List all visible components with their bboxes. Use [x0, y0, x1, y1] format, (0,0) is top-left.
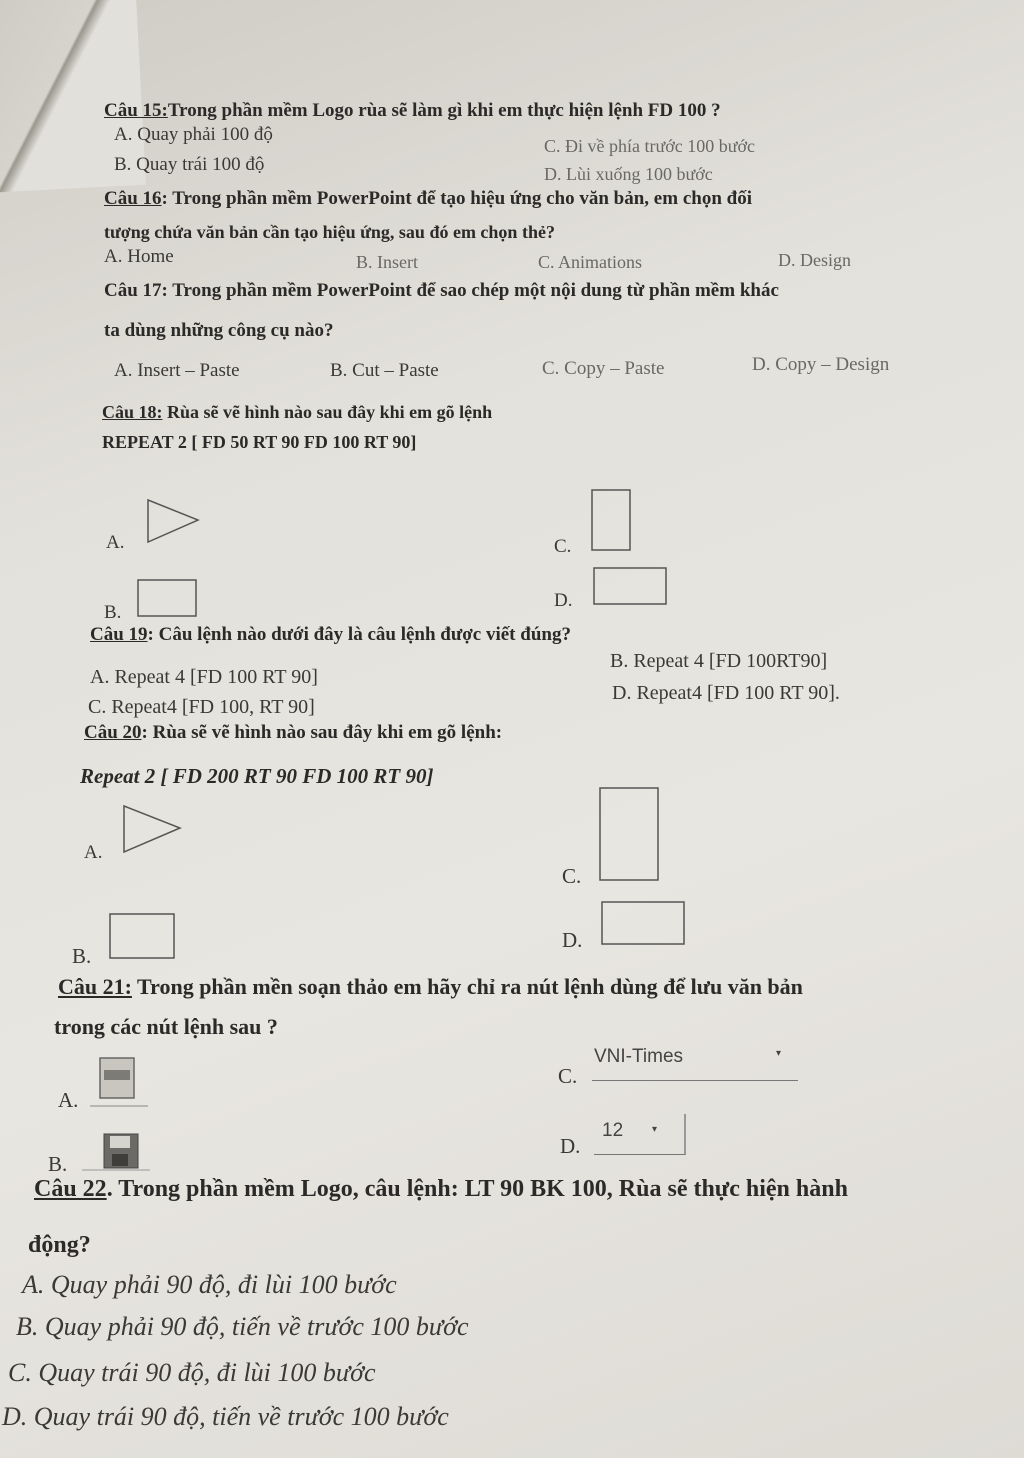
- q16-number: Câu 16: [104, 188, 162, 209]
- q17-number: Câu 17: [104, 280, 162, 301]
- q17-option-a: A. Insert – Paste: [114, 360, 240, 381]
- print-preview-icon: [90, 1052, 148, 1110]
- q20-square-shape: [108, 912, 178, 962]
- q22-option-d: D. Quay trái 90 độ, tiến về trước 100 bước: [2, 1402, 449, 1431]
- q21-label-a: A.: [58, 1088, 79, 1112]
- q21-stem-line2: trong các nút lệnh sau ?: [54, 1014, 278, 1039]
- q20-label-d: D.: [562, 928, 583, 952]
- q20-stem-line1: [84, 722, 502, 744]
- q15-stem: [104, 100, 721, 122]
- q19-text: : Câu lệnh nào dưới đây là câu lệnh được viết đúng?: [147, 624, 571, 645]
- q18-triangle-shape: [146, 498, 202, 546]
- q20-triangle-shape: [122, 804, 184, 856]
- font-name-value: VNI-Times: [594, 1046, 684, 1067]
- q17-text-line1: : Trong phần mềm PowerPoint để sao chép một nội dung từ phần mềm khác: [161, 280, 779, 301]
- q21-label-b: B.: [48, 1152, 68, 1176]
- font-size-value: 12: [602, 1120, 624, 1141]
- q16-option-d: D. Design: [778, 250, 851, 270]
- q17-option-d: D. Copy – Design: [752, 354, 890, 375]
- q19-option-a: A. Repeat 4 [FD 100 RT 90]: [90, 666, 318, 688]
- q18-number: Câu 18:: [102, 402, 163, 422]
- font-size-dropdown: [594, 1114, 686, 1155]
- q15-option-c: C. Đi về phía trước 100 bước: [544, 136, 756, 156]
- q18-text-line1: Rùa sẽ vẽ hình nào sau đây khi em gõ lệnh: [162, 402, 493, 422]
- q18-square-shape: [136, 578, 200, 620]
- q18-label-a: A.: [106, 532, 125, 553]
- q21-number: Câu 21:: [58, 974, 132, 999]
- q19-option-d: D. Repeat4 [FD 100 RT 90].: [612, 682, 840, 704]
- q18-label-c: C.: [554, 536, 572, 557]
- q16-option-c: C. Animations: [538, 252, 643, 272]
- q22-option-c: C. Quay trái 90 độ, đi lùi 100 bước: [8, 1358, 376, 1387]
- save-icon: [82, 1130, 150, 1174]
- chevron-down-icon: ▾: [776, 1048, 782, 1059]
- q18-label-b: B.: [104, 602, 122, 623]
- q15-number: Câu 15:: [104, 100, 168, 121]
- q17-stem-line1: [104, 280, 779, 302]
- q19-stem: [90, 624, 571, 646]
- chevron-down-icon: ▾: [652, 1124, 658, 1135]
- q21-label-d: D.: [560, 1134, 581, 1158]
- q19-number: Câu 19: [90, 624, 148, 645]
- q20-label-c: C.: [562, 864, 582, 888]
- q17-option-c: C. Copy – Paste: [542, 358, 665, 379]
- q15-text: Trong phần mềm Logo rùa sẽ làm gì khi em thực hiện lệnh FD 100 ?: [167, 100, 721, 121]
- q21-text-line1: Trong phần mền soạn thảo em hãy chỉ ra nút lệnh dùng để lưu văn bản: [131, 974, 803, 999]
- q20-label-b: B.: [72, 944, 92, 968]
- q20-stem-line2: Repeat 2 [ FD 200 RT 90 FD 100 RT 90]: [80, 764, 434, 788]
- q22-stem-line2: động?: [28, 1232, 91, 1258]
- q22-number: Câu 22: [34, 1176, 107, 1202]
- q18-stem-line1: [102, 402, 492, 423]
- q20-text-line1: : Rùa sẽ vẽ hình nào sau đây khi em gõ lệnh:: [141, 722, 503, 743]
- q16-option-b: B. Insert: [356, 252, 418, 272]
- q22-option-a: A. Quay phải 90 độ, đi lùi 100 bước: [22, 1270, 397, 1299]
- q18-wide-rectangle-shape: [592, 566, 668, 608]
- q16-text-line1: : Trong phần mềm PowerPoint để tạo hiệu ứng cho văn bản, em chọn đối: [161, 188, 752, 209]
- q16-stem-line2: tượng chứa văn bản cần tạo hiệu ứng, sau đó em chọn thẻ?: [104, 222, 555, 242]
- q18-tall-rectangle-shape: [590, 488, 634, 554]
- font-name-dropdown: [592, 1038, 798, 1081]
- q16-stem-line1: [104, 188, 752, 210]
- q20-number: Câu 20: [84, 722, 142, 743]
- q20-label-a: A.: [84, 842, 103, 863]
- q22-option-b: B. Quay phải 90 độ, tiến về trước 100 bước: [16, 1312, 469, 1341]
- q19-option-b: B. Repeat 4 [FD 100RT90]: [610, 650, 828, 672]
- q21-label-c: C.: [558, 1064, 578, 1088]
- q21-stem-line1: [58, 974, 803, 1000]
- q15-option-d: D. Lùi xuống 100 bước: [544, 164, 713, 184]
- q15-option-b: B. Quay trái 100 độ: [114, 154, 265, 175]
- q19-option-c: C. Repeat4 [FD 100, RT 90]: [88, 696, 315, 718]
- q18-stem-line2: REPEAT 2 [ FD 50 RT 90 FD 100 RT 90]: [102, 432, 417, 452]
- q20-tall-rectangle-shape: [598, 786, 662, 884]
- q22-text-line1: . Trong phần mềm Logo, câu lệnh: LT 90 BK 100, Rùa sẽ thực hiện hành: [106, 1176, 848, 1202]
- q15-option-a: A. Quay phải 100 độ: [114, 124, 273, 145]
- q16-option-a: A. Home: [104, 246, 174, 267]
- q20-wide-rectangle-shape: [600, 900, 688, 948]
- q17-stem-line2: ta dùng những công cụ nào?: [104, 320, 334, 341]
- q22-stem-line1: [34, 1176, 848, 1203]
- q17-option-b: B. Cut – Paste: [330, 360, 439, 381]
- q18-label-d: D.: [554, 590, 573, 611]
